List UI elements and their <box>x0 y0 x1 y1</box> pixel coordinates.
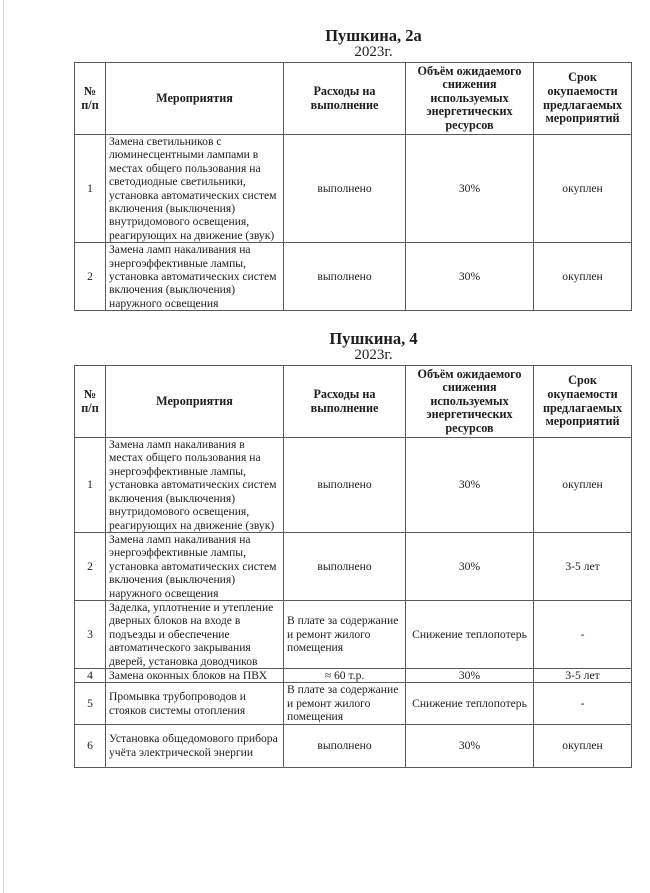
row-measure: Заделка, уплотнение и утепление дверных блоков на входе в подъезды и обеспечение автоматического закрывания дверей, установка доводчиков <box>106 601 284 669</box>
row-payback: окуплен <box>534 243 632 311</box>
row-measure: Замена ламп накаливания на энергоэффективные лампы, установка автоматических систем включения (выключения) наружного освещения <box>106 243 284 311</box>
table-header-row <box>75 63 632 135</box>
row-number: 2 <box>75 533 106 601</box>
row-measure: Замена оконных блоков на ПВХ <box>106 669 284 683</box>
table-row <box>75 438 632 533</box>
row-payback: - <box>534 601 632 669</box>
row-payback: - <box>534 683 632 724</box>
row-payback: окуплен <box>534 135 632 243</box>
header-payback: Срок окупаемости предлагаемых мероприятий <box>534 63 632 135</box>
row-reduction: 30% <box>406 243 534 311</box>
header-cost: Расходы на выполнение <box>284 366 406 438</box>
row-number: 2 <box>75 243 106 311</box>
section-pushkina-4 <box>74 330 631 768</box>
section-year: 2023г. <box>354 44 393 60</box>
row-cost: В плате за содержание и ремонт жилого помещения <box>284 683 406 724</box>
row-reduction: 30% <box>406 669 534 683</box>
row-reduction: 30% <box>406 533 534 601</box>
row-cost: ≈ 60 т.р. <box>284 669 406 683</box>
header-payback: Срок окупаемости предлагаемых мероприятий <box>534 366 632 438</box>
row-reduction: Снижение теплопотерь <box>406 683 534 724</box>
row-cost: выполнено <box>284 135 406 243</box>
row-cost: выполнено <box>284 724 406 767</box>
row-cost: выполнено <box>284 533 406 601</box>
scan-page-edge <box>3 0 4 893</box>
row-number: 1 <box>75 135 106 243</box>
table-row <box>75 533 632 601</box>
row-number: 5 <box>75 683 106 724</box>
row-measure: Промывка трубопроводов и стояков системы отопления <box>106 683 284 724</box>
row-cost: В плате за содержание и ремонт жилого помещения <box>284 601 406 669</box>
section-pushkina-2a <box>74 27 631 311</box>
row-payback: окуплен <box>534 724 632 767</box>
header-number: № п/п <box>75 366 106 438</box>
row-reduction: 30% <box>406 438 534 533</box>
row-measure: Замена ламп накаливания в местах общего пользования на энергоэффективные лампы, установка автоматических систем включения (выключения) внутридомового освещения, реагирующих на движение (звук) <box>106 438 284 533</box>
row-cost: выполнено <box>284 243 406 311</box>
row-measure: Замена светильников с люминесцентными лампами в местах общего пользования на светодиодные светильники, установка автоматических систем включения (выключения) внутридомового освещения, реагирующих на движение (звук) <box>106 135 284 243</box>
measures-table <box>74 365 632 768</box>
table-row <box>75 135 632 243</box>
row-number: 6 <box>75 724 106 767</box>
table-row <box>75 669 632 683</box>
table-row <box>75 724 632 767</box>
section-year: 2023г. <box>354 347 393 363</box>
table-row <box>75 601 632 669</box>
table-row <box>75 243 632 311</box>
row-payback: окуплен <box>534 438 632 533</box>
header-reduction: Объём ожидаемого снижения используемых энергетических ресурсов <box>406 63 534 135</box>
row-cost: выполнено <box>284 438 406 533</box>
table-row <box>75 683 632 724</box>
header-measure: Мероприятия <box>106 63 284 135</box>
row-number: 3 <box>75 601 106 669</box>
row-payback: 3-5 лет <box>534 533 632 601</box>
section-title: Пушкина, 2а <box>325 26 422 45</box>
row-measure: Установка общедомового прибора учёта электрической энергии <box>106 724 284 767</box>
table-header-row <box>75 366 632 438</box>
header-measure: Мероприятия <box>106 366 284 438</box>
measures-table <box>74 62 632 311</box>
header-number: № п/п <box>75 63 106 135</box>
row-reduction: 30% <box>406 135 534 243</box>
row-number: 4 <box>75 669 106 683</box>
row-reduction: 30% <box>406 724 534 767</box>
header-cost: Расходы на выполнение <box>284 63 406 135</box>
row-measure: Замена ламп накаливания на энергоэффективные лампы, установка автоматических систем включения (выключения) наружного освещения <box>106 533 284 601</box>
row-payback: 3-5 лет <box>534 669 632 683</box>
section-title: Пушкина, 4 <box>329 329 418 348</box>
row-number: 1 <box>75 438 106 533</box>
row-reduction: Снижение теплопотерь <box>406 601 534 669</box>
header-reduction: Объём ожидаемого снижения используемых энергетических ресурсов <box>406 366 534 438</box>
